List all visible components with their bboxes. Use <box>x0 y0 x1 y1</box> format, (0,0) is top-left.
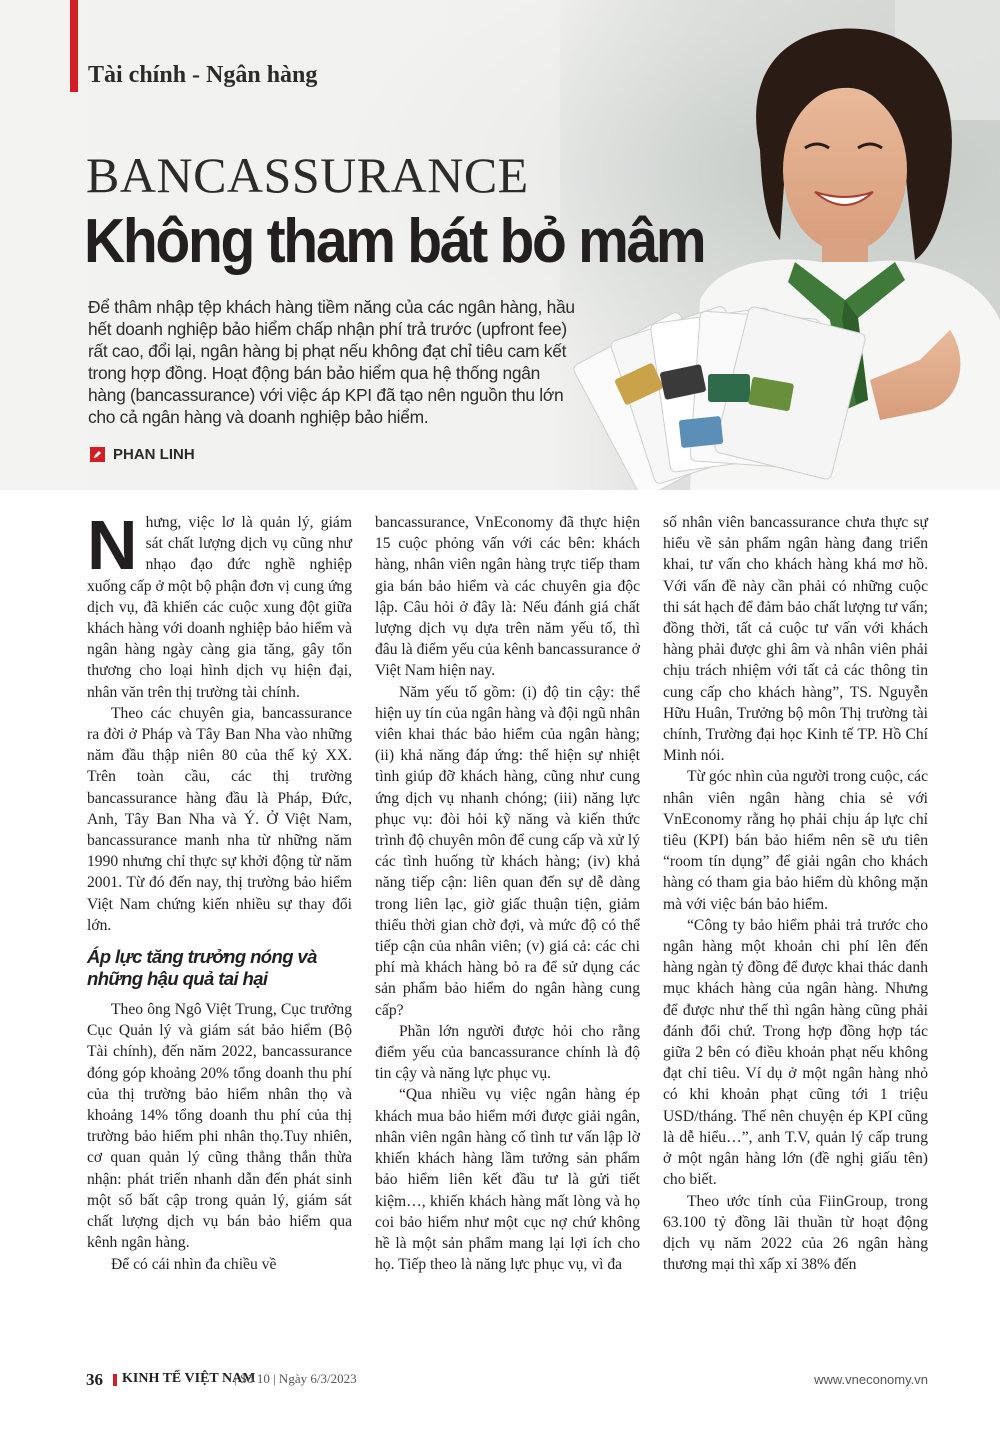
paragraph: “Công ty bảo hiểm phải trả trước cho ngân hàng một khoản chi phí lên đến hàng ngàn tỷ đồng để được khai thác danh mục khách hàng của ngân hàng. Nhưng để được như thế thì ngân hàng cũng phải đánh đổi chứ. Trong hợp đồng hợp tác giữa 2 bên có điều khoản phạt nếu không đạt chỉ tiêu. Ví dụ ở một ngân hàng nhỏ có khi khoản phạt cũng tới 1 triệu USD/tháng. Thế nên chuyện ép KPI cũng là dễ hiểu…”, anh T.V, quản lý cấp trung ở một ngân hàng lớn (đề nghị giấu tên) cho biết. <box>663 916 928 1189</box>
issue-info: | Số 10 | Ngày 6/3/2023 <box>234 1371 357 1386</box>
drop-cap: N <box>87 506 138 584</box>
paragraph: Để có cái nhìn đa chiều về <box>111 1255 277 1273</box>
article-lede: Để thâm nhập tệp khách hàng tiềm năng của các ngân hàng, hầu hết doanh nghiệp bảo hiểm chấp nhận phí trả trước (upfront fee) rất cao, đổi lại, ngân hàng bị phạt nếu không đạt chỉ tiêu cam kết trong hợp đồng. Hoạt động bán bảo hiểm qua hệ thống ngân hàng (bancassurance) với việc áp KPI đã tạo nên nguồn thu lớn cho cả ngân hàng và doanh nghiệp bảo hiểm. <box>88 297 575 427</box>
article-column-3 <box>663 512 928 1275</box>
section-accent-bar <box>70 0 78 92</box>
page-footer <box>0 1366 1000 1396</box>
paragraph: Theo ước tính của FiinGroup, trong 63.100 tỷ đồng lãi thuần từ hoạt động dịch vụ năm 2022 của 26 ngân hàng thương mại thì xấp xỉ 38% đến <box>663 1192 928 1274</box>
paragraph: Phần lớn người được hỏi cho rằng điểm yếu của bancassurance chính là độ tin cậy và năng lực phục vụ. <box>375 1022 640 1083</box>
section-label: Tài chính - Ngân hàng <box>88 62 318 88</box>
article-subhead: Áp lực tăng trưởng nóng và những hậu quả tai hại <box>87 946 317 990</box>
footer-accent-bar <box>113 1374 117 1386</box>
author-name: PHAN LINH <box>113 446 195 463</box>
publication-name: KINH TẾ VIỆT NAM <box>122 1371 256 1386</box>
paragraph-text: hưng, việc lơ là quản lý, giám sát chất lượng dịch vụ cũng như nhạo đạo đức nghề nghiệp xuống cấp ở một bộ phận đơn vị cung ứng dịch vụ, đã khiến các cuộc xung đột giữa khách hàng với doanh nghiệp bảo hiểm và ngân hàng ngày càng gia tăng, gây tổn thương cho loại hình dịch vụ hiện đại, nhân văn trên thị trường tài chính. <box>87 514 352 701</box>
byline <box>90 446 195 463</box>
paragraph: Năm yếu tố gồm: (i) độ tin cậy: thể hiện uy tín của ngân hàng và đội ngũ nhân viên khai thác bảo hiểm của ngân hàng; (ii) khả năng đáp ứng: thể hiện sự nhiệt tình giúp đỡ khách hàng, cũng như cung ứng dịch vụ nhanh chóng; (iii) năng lực phục vụ: đòi hỏi kỹ năng và kiến thức trình độ chuyên môn để cung cấp và xử lý các tình huống từ khách hàng; (iv) khả năng tiếp cận: liên quan đến sự dễ dàng trong liên lạc, giờ giấc thuận tiện, giảm thiểu thời gian chờ đợi, và mức độ có thể tiếp cận của nhân viên; (v) giá cả: các chi phí mà khách hàng bỏ ra để sử dụng các sản phẩm bảo hiểm do ngân hàng cung cấp? <box>375 683 640 1019</box>
hero-banner <box>0 0 1000 490</box>
page-number: 36 <box>86 1370 103 1389</box>
paragraph: Từ góc nhìn của người trong cuộc, các nhân viên ngân hàng chia sẻ với VnEconomy rằng họ phải chịu áp lực chỉ tiêu (KPI) bán bảo hiểm nên sẽ ưu tiên “room tín dụng” để giải ngân cho khách hàng có tham gia bảo hiểm dù không mặn mà với việc bán bảo hiểm. <box>663 768 928 913</box>
paragraph: số nhân viên bancassurance chưa thực sự hiểu về sản phẩm ngân hàng đang triển khai, tư vấn cho khách hàng khá mơ hồ. Với vấn đề này cần phải có những cuộc thi sát hạch để đảm bảo chất lượng tư vấn; đồng thời, tất cả cuộc tư vấn với khách hàng phải được ghi âm và nhân viên phải chịu trách nhiệm với tất cả các thông tin cung cấp cho khách hàng”, TS. Nguyễn Hữu Huân, Trưởng bộ môn Thị trường tài chính, Trường đại học Kinh tế TP. Hồ Chí Minh nói. <box>663 514 928 765</box>
article-column-2 <box>375 512 640 1275</box>
paragraph: “Qua nhiều vụ việc ngân hàng ép khách mua bảo hiểm mới được giải ngân, nhân viên ngân hàng cố tình tư vấn lập lờ khiến khách hàng lầm tưởng sản phẩm bảo hiểm liên kết đầu tư là gửi tiết kiệm…, khiến khách hàng mất lòng và họ coi bảo hiểm như một cục nợ chứ không hề là một sản phẩm mang lại lợi ích cho họ. Tiếp theo là năng lực phục vụ, vì đa <box>375 1086 640 1274</box>
pen-icon <box>90 447 105 462</box>
article-kicker: BANCASSURANCE <box>86 147 529 203</box>
paragraph: Theo các chuyên gia, bancassurance ra đời ở Pháp và Tây Ban Nha vào những năm đầu thập niên 80 của thế kỷ XX. Trên toàn cầu, các thị trường bancassurance hàng đầu là Pháp, Đức, Anh, Tây Ban Nha và Ý. Ở Việt Nam, bancassurance manh nha từ những năm 1990 nhưng chỉ thực sự khởi động từ năm 2001. Từ đó đến nay, thị trường bảo hiểm Việt Nam chứng kiến nhiều sự thay đổi lớn. <box>87 704 352 934</box>
paragraph: Theo ông Ngô Việt Trung, Cục trưởng Cục Quản lý và giám sát bảo hiểm (Bộ Tài chính), đến năm 2022, bancassurance đóng góp khoảng 20% tổng doanh thu phí của thị trường bảo hiểm nhân thọ và khoảng 14% tổng doanh thu phí của thị trường bảo hiểm phi nhân thọ.Tuy nhiên, cơ quan quản lý cũng thẳng thắn thừa nhận: phát triển nhanh dẫn đến phát sinh một số bất cập trong quản lý, giám sát chất lượng dịch vụ bán bảo hiểm qua kênh ngân hàng. <box>87 1001 352 1252</box>
article-column-1 <box>87 506 352 1275</box>
website-url[interactable]: www.vneconomy.vn <box>814 1372 928 1387</box>
article-headline: Không tham bát bỏ mâm <box>84 207 705 276</box>
paragraph: bancassurance, VnEconomy đã thực hiện 15 cuộc phỏng vấn với các bên: khách hàng, nhân viên ngân hàng trực tiếp tham gia bán bảo hiểm và các chuyên gia độc lập. Câu hỏi ở đây là: Nếu đánh giá chất lượng dịch vụ dựa trên năm yếu tố, thì đâu là điểm yếu của kênh bancassurance ở Việt Nam hiện nay. <box>375 514 640 680</box>
paragraph <box>87 506 352 703</box>
